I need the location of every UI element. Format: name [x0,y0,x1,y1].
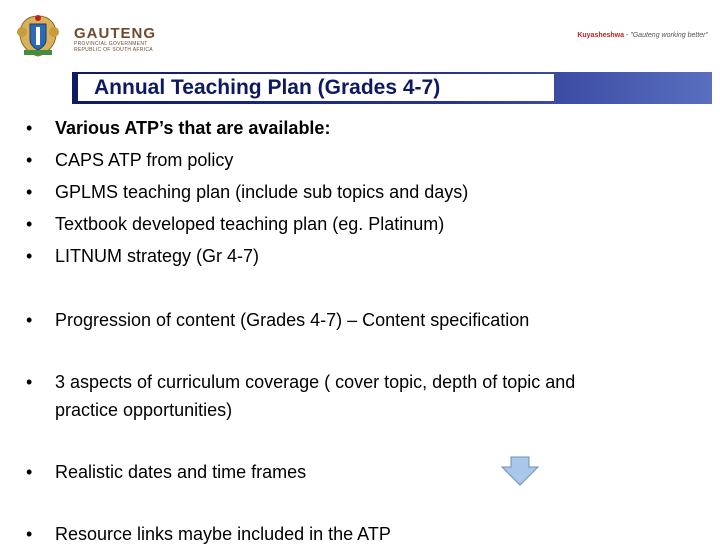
bullet: • [26,462,33,482]
bullet: • [26,214,33,234]
logo-subtitle: PROVINCIAL GOVERNMENT [74,41,148,47]
slogan-text: "Gauteng working better" [630,32,708,39]
bullet: • [26,150,33,170]
bullet-text: practice opportunities) [55,400,233,420]
slogan-separator: - [624,32,631,39]
bullet-text: Progression of content (Grades 4-7) – Content specification [55,310,530,330]
down-arrow-icon [500,456,540,486]
bullet: • [26,246,33,266]
bullet: • [26,310,33,330]
bullet: • [26,182,33,202]
logo-country: REPUBLIC OF SOUTH AFRICA [74,47,153,53]
bullet-text: Realistic dates and time frames [55,462,307,482]
bullet-text: CAPS ATP from policy [55,150,234,170]
bullet: • [26,524,33,544]
bullet-text: GPLMS teaching plan (include sub topics and days) [55,182,469,202]
bullet-text: LITNUM strategy (Gr 4-7) [55,246,260,266]
bullet-text: Resource links maybe included in the ATP [55,524,391,544]
slide-header [0,0,720,70]
gauteng-logo [74,26,156,53]
bullet-text: Various ATP’s that are available: [55,118,331,138]
bullet-text: 3 aspects of curriculum coverage ( cover topic, depth of topic and [55,372,576,392]
slide-title: Annual Teaching Plan (Grades 4-7) [94,76,441,99]
bullet: • [26,118,33,138]
logo-name: GAUTENG [74,25,156,42]
coat-of-arms-icon [12,12,64,58]
slogan [577,32,708,39]
bullet: • [26,372,33,392]
bullet-text: Textbook developed teaching plan (eg. Platinum) [55,214,445,234]
slogan-brand: Kuyasheshwa [577,32,625,39]
